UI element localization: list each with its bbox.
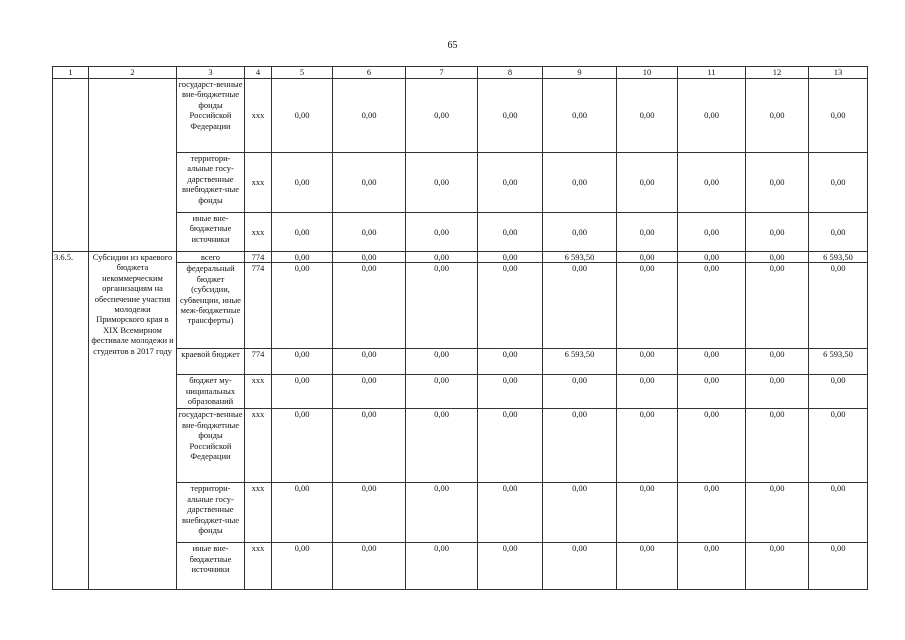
- value-cell: 0,00: [333, 349, 406, 375]
- value-cell: 0,00: [746, 263, 809, 349]
- value-cell: 0,00: [678, 543, 746, 590]
- value-cell: 0,00: [272, 153, 333, 213]
- value-cell: 0,00: [333, 375, 406, 409]
- value-cell: 0,00: [617, 213, 678, 252]
- code-cell: 774: [245, 349, 272, 375]
- value-cell: 0,00: [333, 252, 406, 263]
- value-cell: 0,00: [478, 483, 543, 543]
- value-cell: 0,00: [406, 79, 478, 153]
- header-row: [53, 67, 868, 79]
- column-header: 8: [478, 67, 543, 79]
- section-title: Субсидии из краевого бюджета некоммерческим организациям на обеспечение участия молодежи Приморского края в XIX Всемирном фестивале молодежи и студентов в 2017 году: [89, 252, 177, 590]
- column-header: 5: [272, 67, 333, 79]
- value-cell: 0,00: [617, 252, 678, 263]
- value-cell: 0,00: [543, 375, 617, 409]
- value-cell: 0,00: [809, 409, 868, 483]
- value-cell: 0,00: [333, 79, 406, 153]
- code-cell: xxx: [245, 543, 272, 590]
- value-cell: 0,00: [478, 375, 543, 409]
- value-cell: 0,00: [272, 263, 333, 349]
- value-cell: 0,00: [617, 375, 678, 409]
- value-cell: 0,00: [809, 79, 868, 153]
- value-cell: 0,00: [478, 543, 543, 590]
- value-cell: 0,00: [478, 349, 543, 375]
- value-cell: 0,00: [543, 543, 617, 590]
- value-cell: 0,00: [678, 213, 746, 252]
- value-cell: 0,00: [406, 263, 478, 349]
- budget-table: [52, 66, 868, 590]
- value-cell: 0,00: [678, 263, 746, 349]
- table-row: [53, 252, 868, 263]
- value-cell: 0,00: [543, 263, 617, 349]
- funding-source: иные вне-бюджетные источники: [177, 543, 245, 590]
- column-header: 12: [746, 67, 809, 79]
- column-header: 2: [89, 67, 177, 79]
- value-cell: 0,00: [809, 483, 868, 543]
- value-cell: 0,00: [478, 409, 543, 483]
- funding-source: территори-альные госу-дарственные внебюджет-ные фонды: [177, 153, 245, 213]
- value-cell: 0,00: [809, 153, 868, 213]
- value-cell: 0,00: [746, 543, 809, 590]
- funding-source: территори-альные госу-дарственные внебюджет-ные фонды: [177, 483, 245, 543]
- value-cell: 0,00: [406, 252, 478, 263]
- column-header: 4: [245, 67, 272, 79]
- value-cell: 0,00: [678, 349, 746, 375]
- funding-source: бюджет му-ниципальных образований: [177, 375, 245, 409]
- column-header: 6: [333, 67, 406, 79]
- value-cell: 0,00: [543, 153, 617, 213]
- column-header: 1: [53, 67, 89, 79]
- value-cell: 0,00: [272, 409, 333, 483]
- code-cell: 774: [245, 263, 272, 349]
- value-cell: 0,00: [543, 213, 617, 252]
- value-cell: 0,00: [333, 543, 406, 590]
- value-cell: 0,00: [406, 375, 478, 409]
- value-cell: 0,00: [272, 79, 333, 153]
- value-cell: 0,00: [678, 252, 746, 263]
- value-cell: 0,00: [272, 483, 333, 543]
- value-cell: 6 593,50: [809, 349, 868, 375]
- value-cell: 0,00: [746, 153, 809, 213]
- value-cell: 0,00: [809, 543, 868, 590]
- page-number: 65: [447, 40, 458, 51]
- value-cell: 0,00: [272, 543, 333, 590]
- value-cell: 0,00: [272, 375, 333, 409]
- value-cell: 0,00: [678, 409, 746, 483]
- value-cell: 0,00: [406, 213, 478, 252]
- value-cell: 0,00: [678, 153, 746, 213]
- value-cell: 0,00: [333, 409, 406, 483]
- value-cell: 0,00: [617, 263, 678, 349]
- value-cell: 0,00: [333, 153, 406, 213]
- value-cell: 0,00: [272, 213, 333, 252]
- funding-source: государст-венные вне-бюджетные фонды Российской Федерации: [177, 409, 245, 483]
- value-cell: 0,00: [617, 79, 678, 153]
- value-cell: 0,00: [478, 153, 543, 213]
- value-cell: 0,00: [333, 213, 406, 252]
- value-cell: 0,00: [809, 263, 868, 349]
- value-cell: 0,00: [272, 252, 333, 263]
- value-cell: 0,00: [746, 252, 809, 263]
- code-cell: xxx: [245, 79, 272, 153]
- value-cell: 0,00: [543, 409, 617, 483]
- value-cell: 0,00: [406, 409, 478, 483]
- row-number-cell: [53, 79, 89, 252]
- column-header: 11: [678, 67, 746, 79]
- value-cell: 0,00: [272, 349, 333, 375]
- value-cell: 0,00: [746, 349, 809, 375]
- value-cell: 0,00: [809, 213, 868, 252]
- column-header: 10: [617, 67, 678, 79]
- value-cell: 0,00: [617, 153, 678, 213]
- funding-source: всего: [177, 252, 245, 263]
- value-cell: 0,00: [406, 483, 478, 543]
- value-cell: 0,00: [617, 543, 678, 590]
- value-cell: 0,00: [478, 213, 543, 252]
- funding-source: иные вне-бюджетные источники: [177, 213, 245, 252]
- column-header: 3: [177, 67, 245, 79]
- row-title-cell: [89, 79, 177, 252]
- value-cell: 0,00: [678, 483, 746, 543]
- value-cell: 0,00: [406, 349, 478, 375]
- value-cell: 0,00: [406, 153, 478, 213]
- value-cell: 0,00: [746, 483, 809, 543]
- code-cell: xxx: [245, 483, 272, 543]
- column-header: 13: [809, 67, 868, 79]
- code-cell: xxx: [245, 213, 272, 252]
- funding-source: государст-венные вне-бюджетные фонды Российской Федерации: [177, 79, 245, 153]
- section-number: 3.6.5.: [53, 252, 89, 590]
- code-cell: xxx: [245, 153, 272, 213]
- value-cell: 0,00: [333, 483, 406, 543]
- value-cell: 0,00: [678, 79, 746, 153]
- value-cell: 0,00: [746, 213, 809, 252]
- funding-source: федеральный бюджет (субсидии, субвенции, иные меж-бюджетные трансферты): [177, 263, 245, 349]
- value-cell: 6 593,50: [543, 252, 617, 263]
- value-cell: 0,00: [478, 263, 543, 349]
- value-cell: 6 593,50: [809, 252, 868, 263]
- value-cell: 0,00: [617, 349, 678, 375]
- value-cell: 0,00: [678, 375, 746, 409]
- value-cell: 0,00: [543, 483, 617, 543]
- code-cell: xxx: [245, 409, 272, 483]
- value-cell: 0,00: [333, 263, 406, 349]
- value-cell: 0,00: [478, 79, 543, 153]
- value-cell: 0,00: [809, 375, 868, 409]
- value-cell: 0,00: [746, 375, 809, 409]
- value-cell: 0,00: [543, 79, 617, 153]
- column-header: 9: [543, 67, 617, 79]
- value-cell: 0,00: [617, 409, 678, 483]
- code-cell: 774: [245, 252, 272, 263]
- value-cell: 6 593,50: [543, 349, 617, 375]
- column-header: 7: [406, 67, 478, 79]
- table-row: [53, 79, 868, 153]
- value-cell: 0,00: [478, 252, 543, 263]
- value-cell: 0,00: [406, 543, 478, 590]
- value-cell: 0,00: [746, 409, 809, 483]
- funding-source: краевой бюджет: [177, 349, 245, 375]
- value-cell: 0,00: [746, 79, 809, 153]
- code-cell: xxx: [245, 375, 272, 409]
- value-cell: 0,00: [617, 483, 678, 543]
